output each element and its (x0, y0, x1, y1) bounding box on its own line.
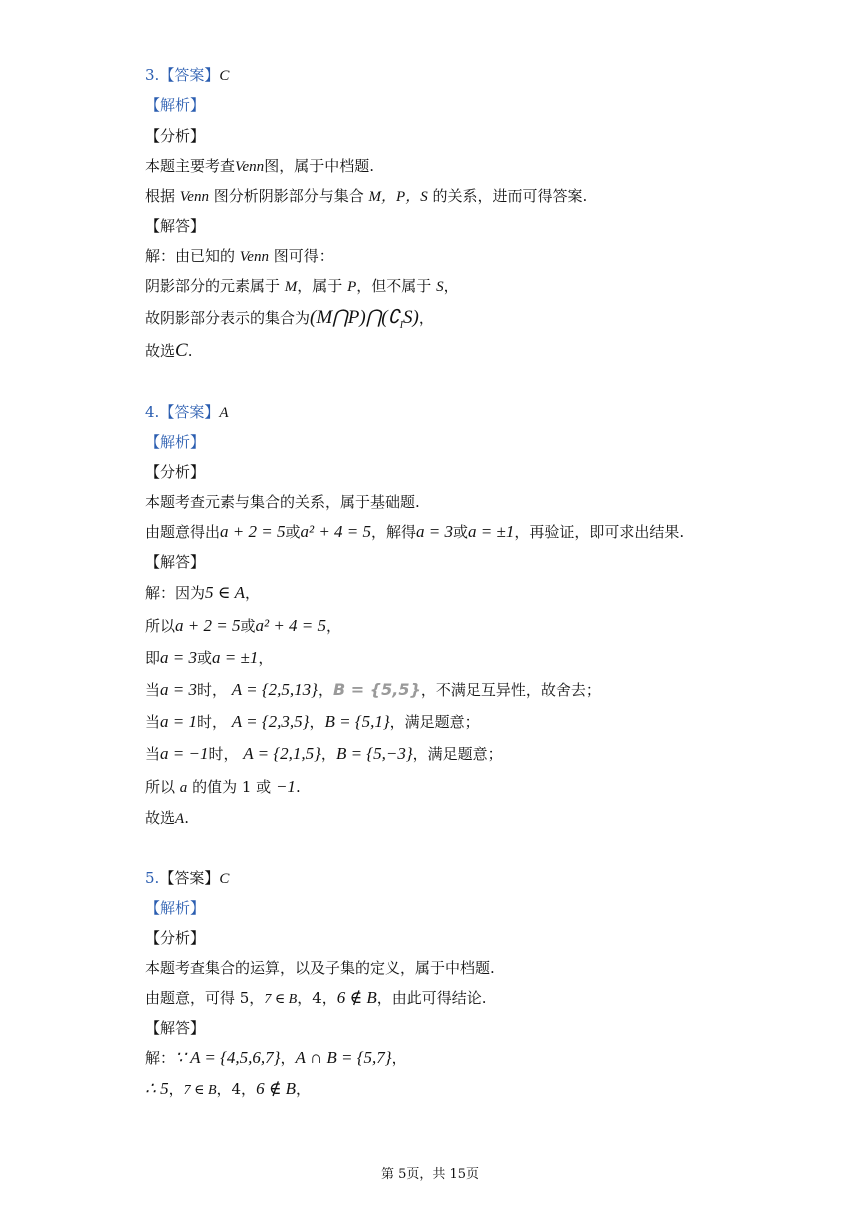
q4-solution-line-8: 故选A. (145, 809, 189, 827)
page-footer: 第 5页，共 15页 (380, 1167, 480, 1182)
q4-analysis-line-1: 本题考查元素与集合的关系，属于基础题. (145, 493, 420, 511)
q4-number: 4. (145, 403, 160, 421)
q3-analysis-line-1: 本题主要考查Venn图，属于中档题. (145, 157, 374, 175)
q3-jieda: 【解答】 (145, 217, 206, 235)
q5-answer-tag: 【答案】 (159, 869, 220, 887)
q4-fenxi: 【分析】 (145, 463, 206, 481)
q3-fenxi: 【分析】 (145, 127, 206, 145)
q5-fenxi: 【分析】 (145, 929, 206, 947)
q3-solution-line-2: 阴影部分的元素属于 M，属于 P，但不属于 S， (145, 277, 459, 295)
q5-solution-line-2: ∴ 5，7 ∈ B，4，6 ∉ B， (145, 1079, 312, 1098)
q5-jieda: 【解答】 (145, 1019, 206, 1037)
q3-solution-line-1: 解：由已知的 Venn 图可得： (145, 247, 334, 265)
q3-set-expression: $(M⋂P)⋂(∁_IS)$ (310, 307, 419, 331)
q3-analysis-line-2: 根据 Venn 图分析阴影部分与集合 M，P，S 的关系，进而可得答案. (145, 187, 588, 205)
q3-number: 3. (145, 66, 160, 84)
q3-jiexi: 【解析】 (145, 96, 206, 114)
q3-solution-line-4: 故选C. (145, 340, 193, 361)
q5-jiexi: 【解析】 (145, 899, 206, 917)
q4-solution-line-1: 解：因为5 ∈ A， (145, 583, 260, 602)
q4-solution-line-5: 当a = 1时， A = {2,3,5}，B = {5,1}，满足题意； (145, 712, 480, 731)
q5-solution-line-1: 解：∵ A = {4,5,6,7}，A ∩ B = {5,7}， (145, 1048, 407, 1067)
q4-solution-line-2: 所以a + 2 = 5或a² + 4 = 5， (145, 616, 342, 635)
q5-number: 5. (145, 869, 160, 887)
q4-solution-line-3: 即a = 3或a = ±1， (145, 648, 274, 667)
q4-answer-tag: 【答案】 (159, 403, 220, 421)
q4-jiexi: 【解析】 (145, 433, 206, 451)
q5-answer-line (145, 868, 229, 889)
q4-analysis-line-2: 由题意得出a + 2 = 5或a² + 4 = 5，解得a = 3或a = ±1，再验证，即可求出结果. (145, 522, 685, 541)
q4-solution-line-6: 当a = −1时， A = {2,1,5}，B = {5,−3}，满足题意； (145, 744, 503, 763)
q5-answer: C (219, 871, 230, 887)
q5-analysis-line-2: 由题意，可得 5，7 ∈ B，4，6 ∉ B，由此可得结论. (145, 988, 487, 1007)
q4-jieda: 【解答】 (145, 553, 206, 571)
q4-answer-line (145, 402, 229, 423)
q4-solution-line-4: 当a = 3时， A = {2,5,13}，B = {5,5}，不满足互异性，故舍去； (145, 680, 601, 699)
q3-solution-line-3: 故阴影部分表示的集合为$(M⋂P)⋂(∁_IS)$， (145, 307, 434, 331)
q4-answer: A (219, 405, 229, 421)
q3-answer-tag: 【答案】 (159, 66, 220, 84)
q3-answer: C (219, 68, 230, 84)
q4-solution-line-7: 所以 a 的值为 1 或 −1. (145, 777, 301, 796)
q3-answer-line (145, 65, 229, 86)
q5-analysis-line-1: 本题考查集合的运算，以及子集的定义，属于中档题. (145, 959, 495, 977)
q4-b-set-greyed: B = {5,5} (332, 680, 421, 699)
